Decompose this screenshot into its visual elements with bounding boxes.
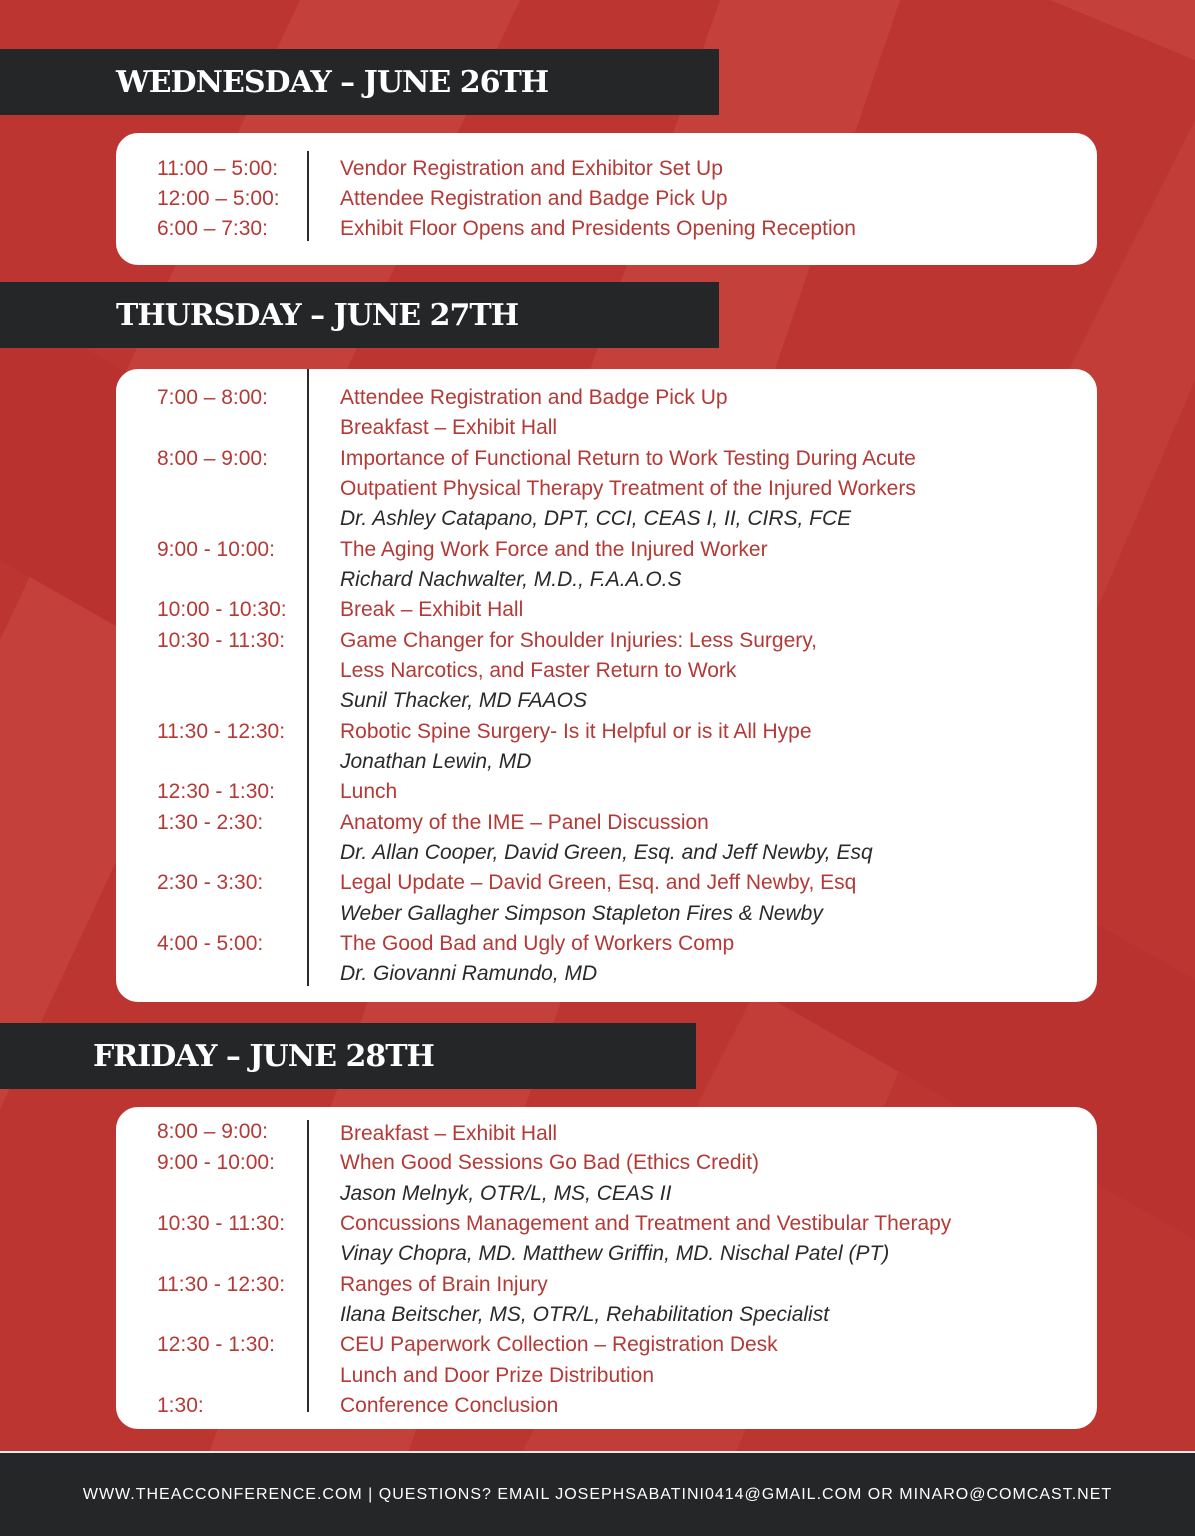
session-time: 2:30 - 3:30: <box>157 871 264 894</box>
session-speaker: Dr. Ashley Catapano, DPT, CCI, CEAS I, II, CIRS, FCE <box>340 507 852 530</box>
session-time: 8:00 – 9:00: <box>157 447 268 470</box>
session-speaker: Dr. Giovanni Ramundo, MD <box>340 962 598 985</box>
session-title: The Good Bad and Ugly of Workers Comp <box>340 932 735 955</box>
schedule-card-friday <box>116 1107 1097 1429</box>
day-title: FRIDAY – JUNE 28TH <box>93 1038 434 1074</box>
session-speaker: Ilana Beitscher, MS, OTR/L, Rehabilitation Specialist <box>340 1303 830 1326</box>
session-title: Concussions Management and Treatment and Vestibular Therapy <box>340 1212 952 1235</box>
session-speaker: Sunil Thacker, MD FAAOS <box>340 689 588 712</box>
session-title: Less Narcotics, and Faster Return to Work <box>340 659 737 682</box>
session-time: 12:30 - 1:30: <box>157 1333 275 1356</box>
session-speaker: Jason Melnyk, OTR/L, MS, CEAS II <box>340 1182 672 1205</box>
day-title: WEDNESDAY – JUNE 26TH <box>116 64 549 100</box>
session-title: Conference Conclusion <box>340 1394 559 1417</box>
session-time: 6:00 – 7:30: <box>157 217 268 240</box>
schedule-card-wednesday <box>116 133 1097 265</box>
session-speaker: Vinay Chopra, MD. Matthew Griffin, MD. Nischal Patel (PT) <box>340 1242 890 1265</box>
session-speaker: Dr. Allan Cooper, David Green, Esq. and Jeff Newby, Esq <box>340 841 873 864</box>
session-title: Lunch <box>340 780 398 803</box>
session-title: Lunch and Door Prize Distribution <box>340 1364 654 1387</box>
session-title: Exhibit Floor Opens and Presidents Opening Reception <box>340 217 856 240</box>
day-header-wednesday <box>0 49 719 115</box>
session-title: Robotic Spine Surgery- Is it Helpful or is it All Hype <box>340 720 812 743</box>
session-time: 10:00 - 10:30: <box>157 598 287 621</box>
session-time: 8:00 – 9:00: <box>157 1120 268 1143</box>
session-time: 12:30 - 1:30: <box>157 780 275 803</box>
session-title: Vendor Registration and Exhibitor Set Up <box>340 157 723 180</box>
session-time: 11:30 - 12:30: <box>157 720 286 743</box>
session-time: 1:30: <box>157 1394 204 1417</box>
day-title: THURSDAY – JUNE 27TH <box>116 297 519 333</box>
session-time: 11:30 - 12:30: <box>157 1273 286 1296</box>
session-time: 10:30 - 11:30: <box>157 629 286 652</box>
session-title: Game Changer for Shoulder Injuries: Less Surgery, <box>340 629 818 652</box>
session-title: Break – Exhibit Hall <box>340 598 524 621</box>
session-title: The Aging Work Force and the Injured Worker <box>340 538 768 561</box>
day-header-thursday <box>0 282 719 348</box>
session-title: Anatomy of the IME – Panel Discussion <box>340 811 709 834</box>
schedule-card-thursday <box>116 369 1097 1002</box>
session-time: 9:00 - 10:00: <box>157 538 275 561</box>
session-time: 11:00 – 5:00: <box>157 157 279 180</box>
session-time: 4:00 - 5:00: <box>157 932 264 955</box>
session-title: Legal Update – David Green, Esq. and Jeff Newby, Esq <box>340 871 857 894</box>
session-speaker: Weber Gallagher Simpson Stapleton Fires & Newby <box>340 902 823 925</box>
session-title: Outpatient Physical Therapy Treatment of the Injured Workers <box>340 477 916 500</box>
footer-contact-text: WWW.THEACCONFERENCE.COM | QUESTIONS? EMAIL JOSEPHSABATINI0414@GMAIL.COM OR MINARO@COMCAST.NET <box>82 1485 1113 1503</box>
session-title: Ranges of Brain Injury <box>340 1273 548 1296</box>
session-title: Attendee Registration and Badge Pick Up <box>340 187 728 210</box>
session-title: Attendee Registration and Badge Pick Up <box>340 386 728 409</box>
session-time: 9:00 - 10:00: <box>157 1151 275 1174</box>
session-title: CEU Paperwork Collection – Registration Desk <box>340 1333 778 1356</box>
session-time: 1:30 - 2:30: <box>157 811 264 834</box>
session-title: When Good Sessions Go Bad (Ethics Credit) <box>340 1151 760 1174</box>
session-time: 12:00 – 5:00: <box>157 187 280 210</box>
session-speaker: Richard Nachwalter, M.D., F.A.A.O.S <box>340 568 682 591</box>
session-title: Importance of Functional Return to Work Testing During Acute <box>340 447 916 470</box>
day-header-friday <box>0 1023 696 1089</box>
session-title: Breakfast – Exhibit Hall <box>340 416 558 439</box>
session-speaker: Jonathan Lewin, MD <box>340 750 532 773</box>
session-time: 7:00 – 8:00: <box>157 386 268 409</box>
session-time: 10:30 - 11:30: <box>157 1212 286 1235</box>
footer-bar <box>0 1451 1195 1536</box>
session-title: Breakfast – Exhibit Hall <box>340 1122 558 1145</box>
